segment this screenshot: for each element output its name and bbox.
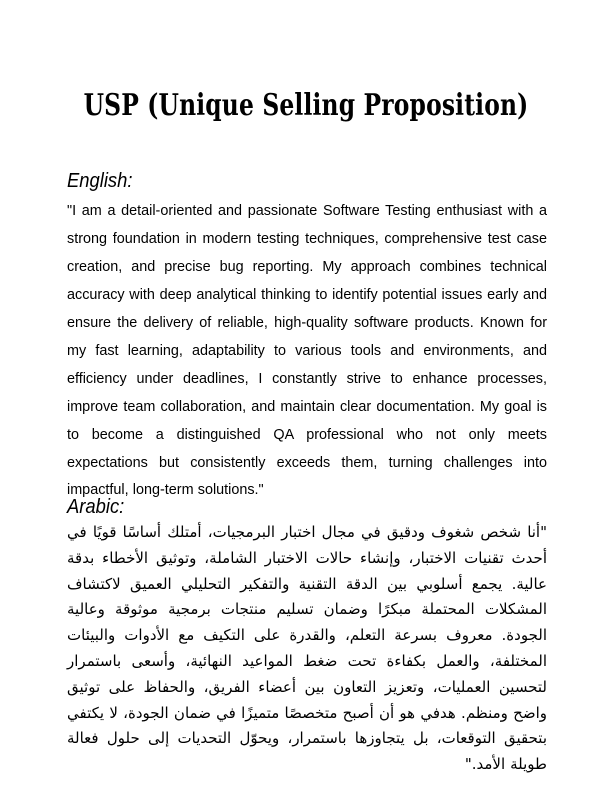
section-heading-english: English: xyxy=(67,169,133,192)
page-title: USP (Unique Selling Proposition) xyxy=(83,88,529,124)
paragraph-english: "I am a detail-oriented and passionate Software Testing enthusiast with a strong foundation in modern testing techniques, comprehensive test case creation, and precise bug reporting. My approach combines technical accuracy with deep analytical thinking to identify potential issues early and ensure the delivery of reliable, high-quality software products. Known for my fast learning, adaptability to various tools and environments, and efficiency under deadlines, I constantly strive to enhance processes, improve team collaboration, and maintain clear documentation. My goal is to become a distinguished QA professional who not only meets expectations but consistently exceeds them, turning challenges into impactful, long-term solutions." xyxy=(67,203,547,499)
paragraph-arabic: "أنا شخص شغوف ودقيق في مجال اختبار البرمجيات، أمتلك أساسًا قويًا في أحدث تقنيات الاختبار، وإنشاء حالات الاختبار الشاملة، وتوثيق الأخطاء بدقة عالية. يجمع أسلوبي بين الدقة التقنية والتفكير التحليلي العميق لاكتشاف المشكلات المحتملة مبكرًا وضمان تسليم منتجات برمجية موثوقة وعالية الجودة. معروف بسرعة التعلم، والقدرة على التكيف مع الأدوات والبيئات المختلفة، والعمل بكفاءة تحت ضغط المواعيد النهائية، وأسعى باستمرار لتحسين العمليات، وتعزيز التعاون بين أعضاء الفريق، والحفاظ على توثيق واضح ومنظم. هدفي هو أن أصبح متخصصًا متميزًا في ضمان الجودة، لا يكتفي بتحقيق التوقعات، بل يتجاوزها باستمرار، ويحوّل التحديات إلى حلول فعالة طويلة الأمد." xyxy=(67,523,547,774)
section-heading-arabic: Arabic: xyxy=(67,495,125,518)
